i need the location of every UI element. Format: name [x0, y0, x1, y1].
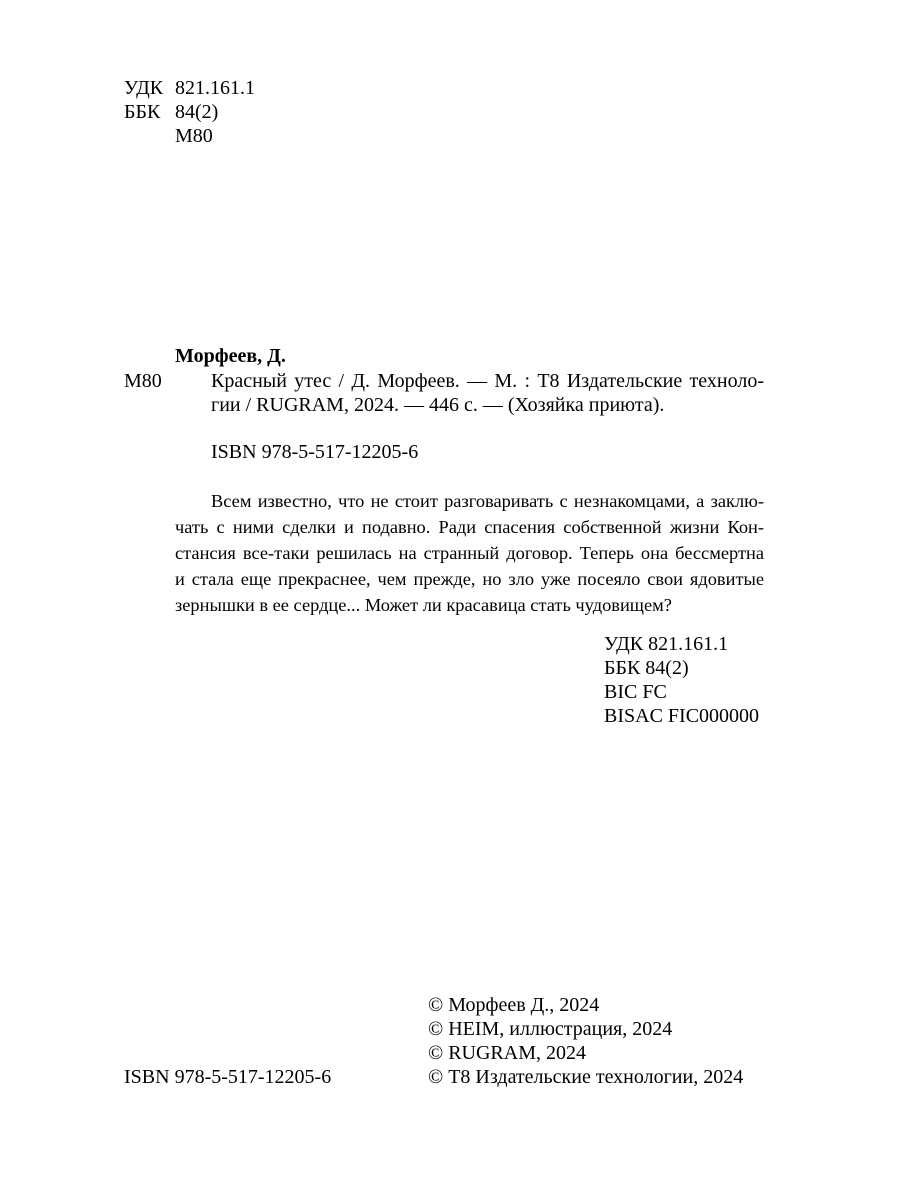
- isbn-record: ISBN 978-5-517-12205-6: [211, 441, 419, 463]
- author-mark-value: М80: [175, 125, 213, 147]
- classification-block-right: [604, 632, 759, 728]
- copyright-line: © Морфеев Д., 2024: [428, 994, 600, 1016]
- author-mark-row: [124, 124, 255, 148]
- udk-value: 821.161.1: [175, 77, 255, 99]
- bbk-label: ББК: [124, 101, 161, 123]
- classification-line: BISAC FIC000000: [604, 705, 760, 727]
- classification-block-top: [124, 76, 255, 148]
- bbk-row: [124, 100, 255, 124]
- call-mark: М80: [124, 370, 162, 392]
- record-line: гии / RUGRAM, 2024. — 446 с. — (Хозяйка приюта).: [211, 394, 665, 416]
- udk-row: [124, 76, 255, 100]
- annotation-line: и стала еще прекраснее, чем прежде, но зло уже посеяло свои ядовитые: [175, 569, 764, 589]
- annotation-line: чать с ними сделки и подавно. Ради спасения собственной жизни Кон-: [175, 517, 764, 537]
- author-heading: Морфеев, Д.: [175, 345, 286, 367]
- copyright-line: © Т8 Издательские технологии, 2024: [428, 1066, 744, 1088]
- annotation-line: Всем известно, что не стоит разговаривать с незнакомцами, а заклю-: [211, 491, 764, 511]
- isbn-bottom: ISBN 978-5-517-12205-6: [124, 1066, 332, 1088]
- annotation: [175, 488, 764, 618]
- bibliographic-record: [211, 369, 764, 417]
- annotation-line: стансия все-таки решилась на странный договор. Теперь она бессмертна: [175, 543, 764, 563]
- annotation-line: зернышки в ее сердце... Может ли красавица стать чудовищем?: [175, 595, 672, 615]
- copyright-line: © RUGRAM, 2024: [428, 1042, 586, 1064]
- udk-label: УДК: [124, 77, 164, 99]
- copyright-line: © HEIM, иллюстрация, 2024: [428, 1018, 673, 1040]
- classification-line: BIC FC: [604, 681, 667, 703]
- classification-line: ББК 84(2): [604, 657, 689, 679]
- record-line: Красный утес / Д. Морфеев. — М. : Т8 Издательские техноло-: [211, 370, 764, 392]
- classification-line: УДК 821.161.1: [604, 633, 729, 655]
- copyright-block: [428, 993, 743, 1089]
- bbk-value: 84(2): [175, 101, 219, 123]
